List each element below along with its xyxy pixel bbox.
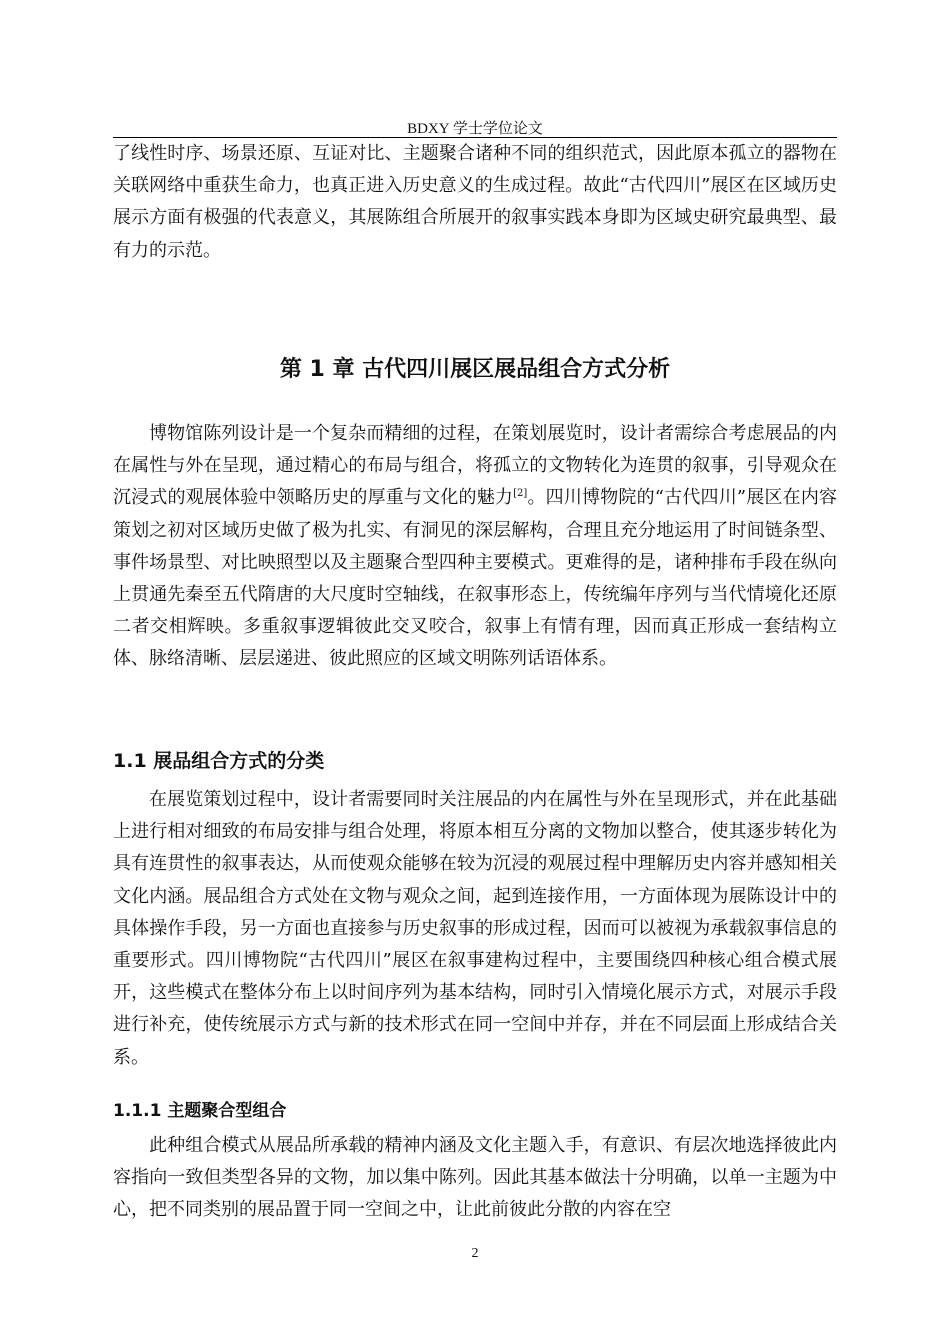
intro-text-part1: 博物馆陈列设计是一个复杂而精细的过程，在策划展览时，设计者需综合考虑展品的内在属性与外在呈现，通过精心的布局与组合，将孤立的文物转化为连贯的叙事，引导观众在沉浸式的观展体验中领略历史的厚重与文化的魅力	[113, 423, 837, 509]
running-header: BDXY 学士学位论文	[407, 121, 543, 137]
section-title-1-1: 1.1 展品组合方式的分类	[113, 750, 325, 772]
section-1-1-paragraph: 在展览策划过程中，设计者需要同时关注展品的内在属性与外在呈现形式，并在此基础上进行相对细致的布局安排与组合处理，将原本相互分离的文物加以整合，使其逐步转化为具有连贯性的叙事表达，从而使观众能够在较为沉浸的观展过程中理解历史内容并感知相关文化内涵。展品组合方式处在文物与观众之间，起到连接作用，一方面体现为展陈设计中的具体操作手段，另一方面也直接参与历史叙事的形成过程，因而可以被视为承载叙事信息的重要形式。四川博物院“古代四川”展区在叙事建构过程中，主要围绕四种核心组合模式展开，这些模式在整体分布上以时间序列为基本结构，同时引入情境化展示方式，对展示手段进行补充，使传统展示方式与新的技术形式在同一空间中并存，并在不同层面上形成结合关系。	[113, 789, 837, 1068]
page-number: 2	[471, 1246, 479, 1261]
intro-text-part2: 。四川博物院的“古代四川”展区在内容策划之初对区域历史做了极为扎实、有洞见的深层解构，合理且充分地运用了时间链条型、事件场景型、对比映照型以及主题聚合型四种主要模式。更难得的是，诸种排布手段在纵向上贯通先秦至五代隋唐的大尺度时空轴线，在叙事形态上，传统编年序列与当代情境化还原二者交相辉映。多重叙事逻辑彼此交叉咬合，叙事上有情有理，因而真正形成一套结构立体、脉络清晰、层层递进、彼此照应的区域文明陈列话语体系。	[113, 487, 838, 670]
chapter-title: 第 1 章 古代四川展区展品组合方式分析	[279, 357, 671, 382]
subsection-title-1-1-1: 1.1.1 主题聚合型组合	[113, 1101, 287, 1121]
citation-marker: [2]	[513, 488, 528, 500]
continuation-paragraph: 了线性时序、场景还原、互证对比、主题聚合诸种不同的组织范式，因此原本孤立的器物在关联网络中重获生命力，也真正进入历史意义的生成过程。故此“古代四川”展区在区域历史展示方面有极强的代表意义，其展陈组合所展开的叙事实践本身即为区域史研究最典型、最有力的示范。	[113, 143, 837, 261]
chapter-intro-paragraph	[113, 418, 837, 676]
subsection-1-1-1-paragraph: 此种组合模式从展品所承载的精神内涵及文化主题入手，有意识、有层次地选择彼此内容指向一致但类型各异的文物，加以集中陈列。因此其基本做法十分明确，以单一主题为中心，把不同类别的展品置于同一空间之中，让此前彼此分散的内容在空	[113, 1135, 837, 1221]
